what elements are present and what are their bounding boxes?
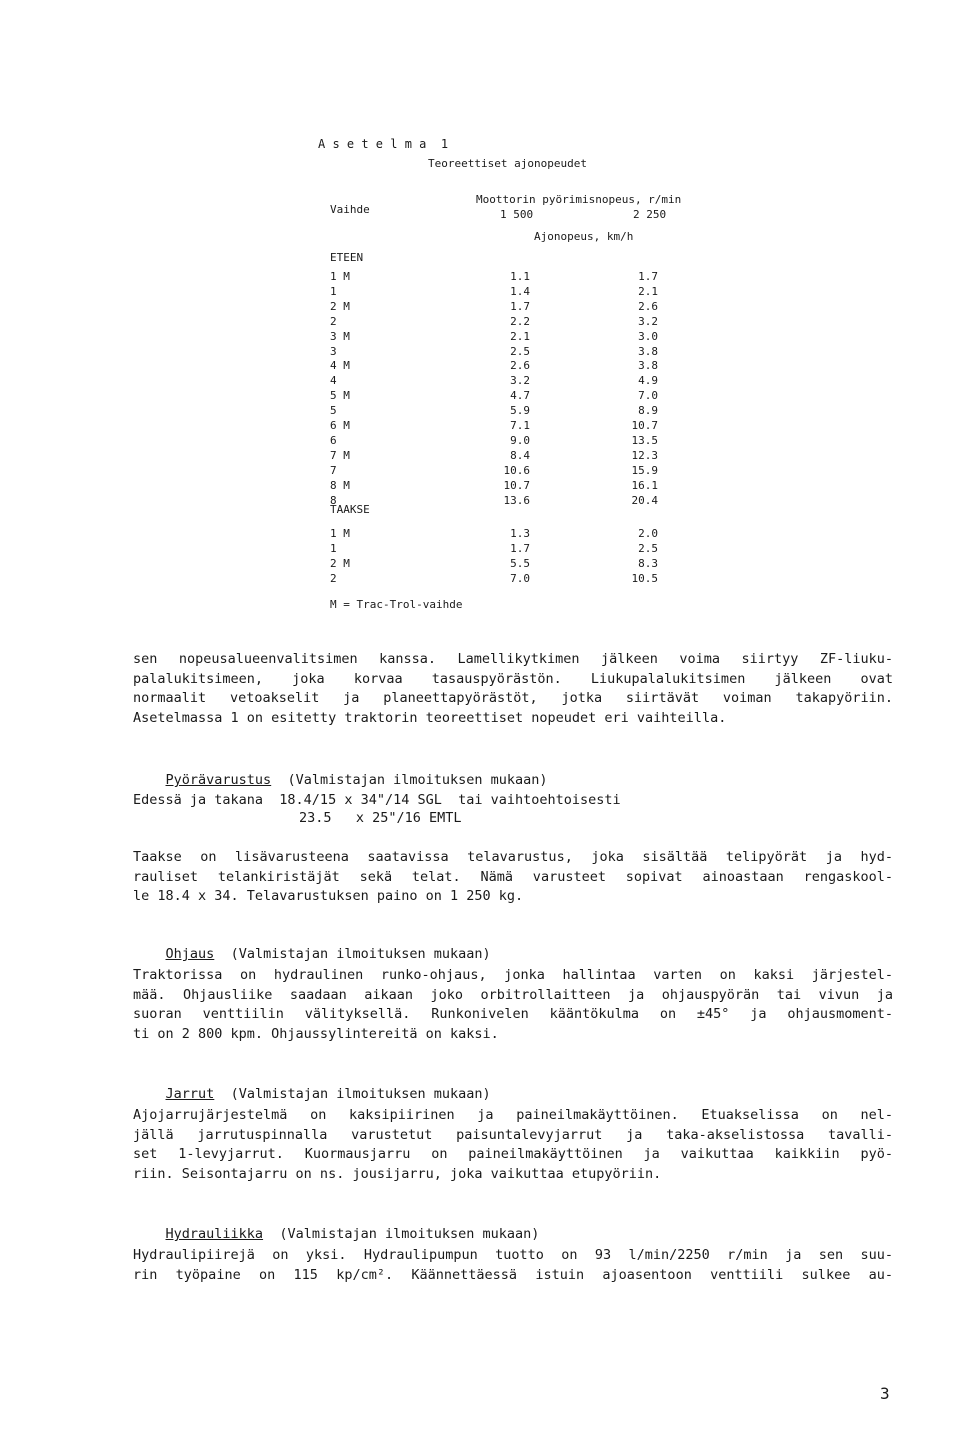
steering-line: Traktorissa on hydraulinen runko-ohjaus, jonka hallintaa varten on kaksi järjestel-: [133, 967, 893, 983]
gear-row: [0, 314, 960, 329]
speed-1500: 2.2: [510, 314, 530, 328]
steering-title: Ohjaus: [165, 946, 215, 962]
speed-2250: 3.0: [638, 329, 658, 343]
steering-paragraph: [133, 966, 893, 1044]
table-caption: A s e t e l m a 1: [318, 137, 449, 151]
gear-row: [0, 478, 960, 493]
wheels-spec-line-2: 23.5 x 25"/16 EMTL: [299, 810, 462, 826]
speed-2250: 10.7: [631, 419, 658, 432]
forward-section-label: ETEEN: [330, 251, 364, 264]
wheels-note: (Valmistajan ilmoituksen mukaan): [287, 772, 548, 788]
steering-line: ti on 2 800 kpm. Ohjaussylintereitä on kaksi.: [133, 1025, 499, 1042]
gear-row: [0, 448, 960, 463]
gear-label: 1: [330, 284, 337, 298]
speed-2250: 2.0: [638, 527, 658, 540]
speed-2250: 8.3: [638, 557, 658, 570]
gear-label: 1 M: [330, 527, 350, 540]
speed-2250: 2.6: [638, 299, 658, 313]
speed-2250: 10.5: [631, 572, 658, 585]
speed-1500: 7.0: [510, 572, 530, 585]
brakes-line: riin. Seisontajarru on ns. jousijarru, joka vaikuttaa etupyöriin.: [133, 1165, 662, 1182]
wheels-title: Pyörävarustus: [165, 772, 272, 788]
speed-2250: 3.8: [638, 344, 658, 358]
speed-2250: 15.9: [631, 463, 658, 477]
hydraulics-line: Hydraulipiirejä on yksi. Hydraulipumpun tuotto on 93 l/min/2250 r/min ja sen suu-: [133, 1247, 893, 1263]
intro-line: normaalit vetoakselit ja planeettapyörästöt, jotka siirtävät voiman takapyöriin.: [133, 690, 893, 706]
brakes-line: jällä jarrutuspinnalla varustetut paisuntalevyjarrut ja taka-akselistossa tavalli-: [133, 1126, 893, 1143]
gear-row: [0, 284, 960, 299]
hydraulics-paragraph: [133, 1246, 893, 1285]
rpm-2250-header: 2 250: [633, 208, 667, 221]
brakes-line: Ajojarrujärjestelmä on kaksipiirinen ja paineilmakäyttöinen. Etuakselissa on nel-: [133, 1107, 893, 1123]
brakes-line: set 1-levyjarrut. Kuormausjarru on paineilmakäyttöinen ja vaikuttaa kaikkiin pyö-: [133, 1146, 893, 1162]
gear-row: [0, 358, 960, 373]
hydraulics-title: Hydrauliikka: [165, 1226, 264, 1242]
speed-2250: 12.3: [631, 448, 658, 462]
gear-label: 5 M: [330, 389, 350, 403]
speed-column-header: Moottorin pyörimisnopeus, r/min: [476, 193, 682, 206]
speed-1500: 3.2: [510, 374, 530, 388]
gear-label: 8 M: [330, 478, 350, 492]
wheels-line: Taakse on lisävarusteena saatavissa telavarustus, joka sisältää telipyörät ja hyd-: [133, 849, 893, 865]
brakes-title: Jarrut: [165, 1086, 215, 1102]
hydraulics-line: rin työpaine on 115 kp/cm². Käännettäessä istuin ajoasentoon venttiili sulkee au-: [133, 1266, 893, 1283]
speed-1500: 2.1: [510, 329, 530, 343]
gear-label: 6 M: [330, 419, 350, 432]
gear-label: 6: [330, 433, 337, 447]
gear-row: [0, 571, 960, 586]
gear-label: 3 M: [330, 329, 350, 343]
gear-row: [0, 403, 960, 418]
table-title: Teoreettiset ajonopeudet: [428, 157, 587, 170]
brakes-paragraph: [133, 1106, 893, 1184]
page-number: 3: [880, 1384, 890, 1403]
steering-note: (Valmistajan ilmoituksen mukaan): [230, 946, 491, 962]
intro-paragraph: [133, 650, 893, 728]
speed-1500: 2.5: [510, 344, 530, 358]
steering-line: mää. Ohjausliike saadaan aikaan joko orbitrollaitteen ja ohjauspyörän tai vivun ja: [133, 986, 893, 1003]
gear-label: 8: [330, 493, 337, 507]
rpm-1500-header: 1 500: [500, 208, 534, 221]
speed-1500: 2.6: [510, 359, 530, 373]
hydraulics-note: (Valmistajan ilmoituksen mukaan): [279, 1226, 540, 1242]
speed-2250: 20.4: [631, 493, 658, 507]
wheels-paragraph: [133, 848, 893, 907]
gear-label: 2: [330, 572, 337, 585]
gear-label: 7: [330, 463, 337, 477]
gear-row: [0, 433, 960, 448]
speed-2250: 1.7: [638, 270, 658, 283]
speed-2250: 3.2: [638, 314, 658, 328]
steering-line: suoran venttiilin välityksellä. Runkonivelen kääntökulma on ±45° ja ohjausmoment-: [133, 1006, 893, 1022]
wheels-line: rauliset telankiristäjät sekä telat. Nämä varusteet sopivat ainoastaan rengaskool-: [133, 868, 893, 885]
gear-row: [0, 373, 960, 388]
speed-2250: 13.5: [631, 433, 658, 447]
speed-1500: 5.5: [510, 557, 530, 570]
gear-label: 2 M: [330, 557, 350, 570]
speed-2250: 3.8: [638, 359, 658, 373]
intro-line: palalukitsimeen, joka korvaa tasauspyörästön. Liukupalalukitsimen jälkeen ovat: [133, 670, 893, 687]
gear-row: [0, 388, 960, 403]
wheels-spec-line-1: Edessä ja takana 18.4/15 x 34"/14 SGL tai vaihtoehtoisesti: [133, 792, 621, 808]
gear-row: [0, 541, 960, 556]
gear-label: 4 M: [330, 359, 350, 373]
gear-row: [0, 269, 960, 284]
gear-label: 1 M: [330, 270, 350, 283]
speed-unit-label: Ajonopeus, km/h: [534, 230, 634, 243]
speed-1500: 10.6: [503, 463, 530, 477]
intro-line: sen nopeusalueenvalitsimen kanssa. Lamellikytkimen jälkeen voima siirtyy ZF-liuku-: [133, 651, 893, 667]
speed-2250: 4.9: [638, 374, 658, 388]
speed-1500: 7.1: [510, 419, 530, 432]
speed-1500: 13.6: [503, 493, 530, 507]
gear-label: 3: [330, 344, 337, 358]
speed-1500: 1.3: [510, 527, 530, 540]
gear-row: [0, 418, 960, 433]
gear-column-header: Vaihde: [330, 203, 370, 216]
gear-row: [0, 329, 960, 344]
gear-row: [0, 299, 960, 314]
gear-row: [0, 526, 960, 541]
speed-1500: 1.4: [510, 284, 530, 298]
gear-label: 2: [330, 314, 337, 328]
brakes-note: (Valmistajan ilmoituksen mukaan): [230, 1086, 491, 1102]
speed-2250: 8.9: [638, 404, 658, 418]
gear-label: 2 M: [330, 299, 350, 313]
gear-label: 5: [330, 404, 337, 418]
speed-2250: 2.1: [638, 284, 658, 298]
gear-label: 4: [330, 374, 337, 388]
gear-label: 7 M: [330, 448, 350, 462]
gear-label: 1: [330, 542, 337, 555]
speed-1500: 4.7: [510, 389, 530, 403]
speed-1500: 1.7: [510, 542, 530, 555]
speed-2250: 16.1: [631, 478, 658, 492]
gear-row: [0, 463, 960, 478]
speed-1500: 1.7: [510, 299, 530, 313]
speed-1500: 1.1: [510, 270, 530, 283]
speed-2250: 2.5: [638, 542, 658, 555]
wheels-line: le 18.4 x 34. Telavarustuksen paino on 1 250 kg.: [133, 888, 524, 904]
table-footnote: M = Trac-Trol-vaihde: [330, 598, 463, 611]
speed-1500: 5.9: [510, 404, 530, 418]
speed-1500: 9.0: [510, 433, 530, 447]
speed-1500: 10.7: [503, 478, 530, 492]
speed-2250: 7.0: [638, 389, 658, 403]
speed-1500: 8.4: [510, 448, 530, 462]
gear-row: [0, 344, 960, 359]
intro-line: Asetelmassa 1 on esitetty traktorin teoreettiset nopeudet eri vaihteilla.: [133, 709, 727, 726]
gear-row: [0, 556, 960, 571]
reverse-section-label: TAAKSE: [330, 503, 370, 516]
gear-row: [0, 493, 960, 508]
